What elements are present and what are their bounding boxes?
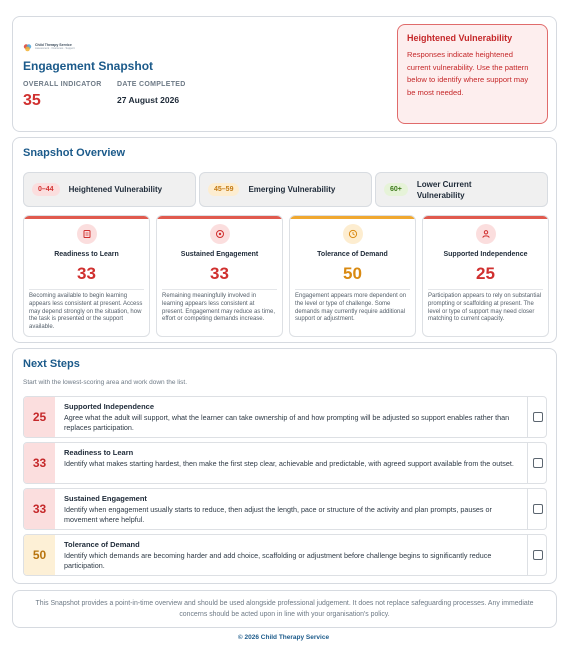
score-card-tolerance [289,215,416,337]
step-row [23,442,547,484]
snapshot-overview-card [12,137,557,343]
logo [23,43,75,52]
person-icon [476,224,496,244]
score-value: 25 [476,264,495,283]
step-checkbox[interactable] [533,504,543,514]
target-icon [210,224,230,244]
date-completed-label: DATE COMPLETED [117,81,186,88]
step-description: Identify what makes starting hardest, then make the first step clear, achievable and predictable, with agreed support available from the outset. [64,459,514,468]
score-card-sustained [156,215,283,337]
disclaimer: This Snapshot provides a point-in-time overview and should be used alongside professional judgement. It does not replace safeguarding processes. Any immediate concerns should be acted upon in line with your organisation's policy. [12,590,557,628]
page-title: Engagement Snapshot [23,59,154,73]
score-description: Participation appears to rely on substantial prompting or scaffolding at present. The level or type of support may need closer matching to current capacity. [428,293,542,323]
logo-icon [23,43,32,52]
step-score: 25 [24,397,55,437]
step-score: 50 [24,535,55,575]
overview-title: Snapshot Overview [23,147,126,159]
step-score: 33 [24,443,55,483]
legend-label: Heightened Vulnerability [68,185,163,194]
step-row [23,396,547,438]
step-checkbox[interactable] [533,550,543,560]
alert-text: Responses indicate heightened current vulnerability. Use the pattern below to identify where support may be most needed. [407,50,529,97]
step-title: Sustained Engagement [64,494,147,503]
score-value: 33 [210,264,229,283]
score-card-independence [422,215,549,337]
step-score: 33 [24,489,55,529]
footer-copyright: © 2026 Child Therapy Service [237,634,330,641]
logo-name: Child Therapy Service [35,42,72,47]
step-title: Readiness to Learn [64,448,134,457]
legend-range: 0–44 [32,183,60,196]
score-name: Readiness to Learn [54,251,119,258]
step-checkbox[interactable] [533,458,543,468]
legend-label: Emerging Vulnerability [248,185,336,194]
legend-emerging [199,172,372,207]
next-steps-title: Next Steps [23,358,80,370]
vulnerability-alert [397,24,548,124]
step-row [23,488,547,530]
score-description: Remaining meaningfully involved in learning appears less consistent at present. Engagement may reduce as time, effort or competing demands increase. [162,293,276,323]
date-completed-value: 27 August 2026 [117,95,180,105]
step-row [23,534,547,576]
alert-title: Heightened Vulnerability [407,33,513,43]
step-checkbox[interactable] [533,412,543,422]
legend-lower [375,172,548,207]
step-description: Identify when engagement usually starts to reduce, then adjust the length, pace or structure of the activity and plan prompts, pauses or movement where helpful. [64,505,492,524]
step-description: Agree what the adult will support, what the learner can take ownership of and how prompting will be adjusted so support enables rather than replaces participation. [64,413,510,432]
book-icon [77,224,97,244]
score-description: Engagement appears more dependent on the level or type of challenge. Some demands may currently require additional support or adjustment. [295,293,407,323]
logo-tagline: Assessment · Outcomes · Support [35,47,75,51]
score-value: 33 [77,264,96,283]
next-steps-card [12,348,557,584]
legend-heightened [23,172,196,207]
step-title: Supported Independence [64,402,155,411]
next-steps-subtitle: Start with the lowest-scoring area and work down the list. [23,379,188,386]
legend-range: 45–59 [208,183,239,196]
score-name: Sustained Engagement [180,251,259,258]
overall-indicator-value: 35 [23,92,41,109]
header-card [12,16,557,132]
legend-range: 60+ [384,183,408,196]
overall-indicator-label: OVERALL INDICATOR [23,81,102,88]
step-title: Tolerance of Demand [64,540,140,549]
score-card-readiness [23,215,150,337]
score-description: Becoming available to begin learning appears less consistent at present. Access may depend strongly on the situation, how the task is presented or the support available. [29,293,143,331]
score-name: Tolerance of Demand [317,251,388,258]
score-name: Supported Independence [443,251,528,258]
legend-label: Lower Current Vulnerability [416,179,472,200]
score-value: 50 [343,264,362,283]
clock-icon [343,224,363,244]
step-description: Identify which demands are becoming harder and add choice, scaffolding or adjustment before challenge begins to significantly reduce participation. [64,551,492,570]
